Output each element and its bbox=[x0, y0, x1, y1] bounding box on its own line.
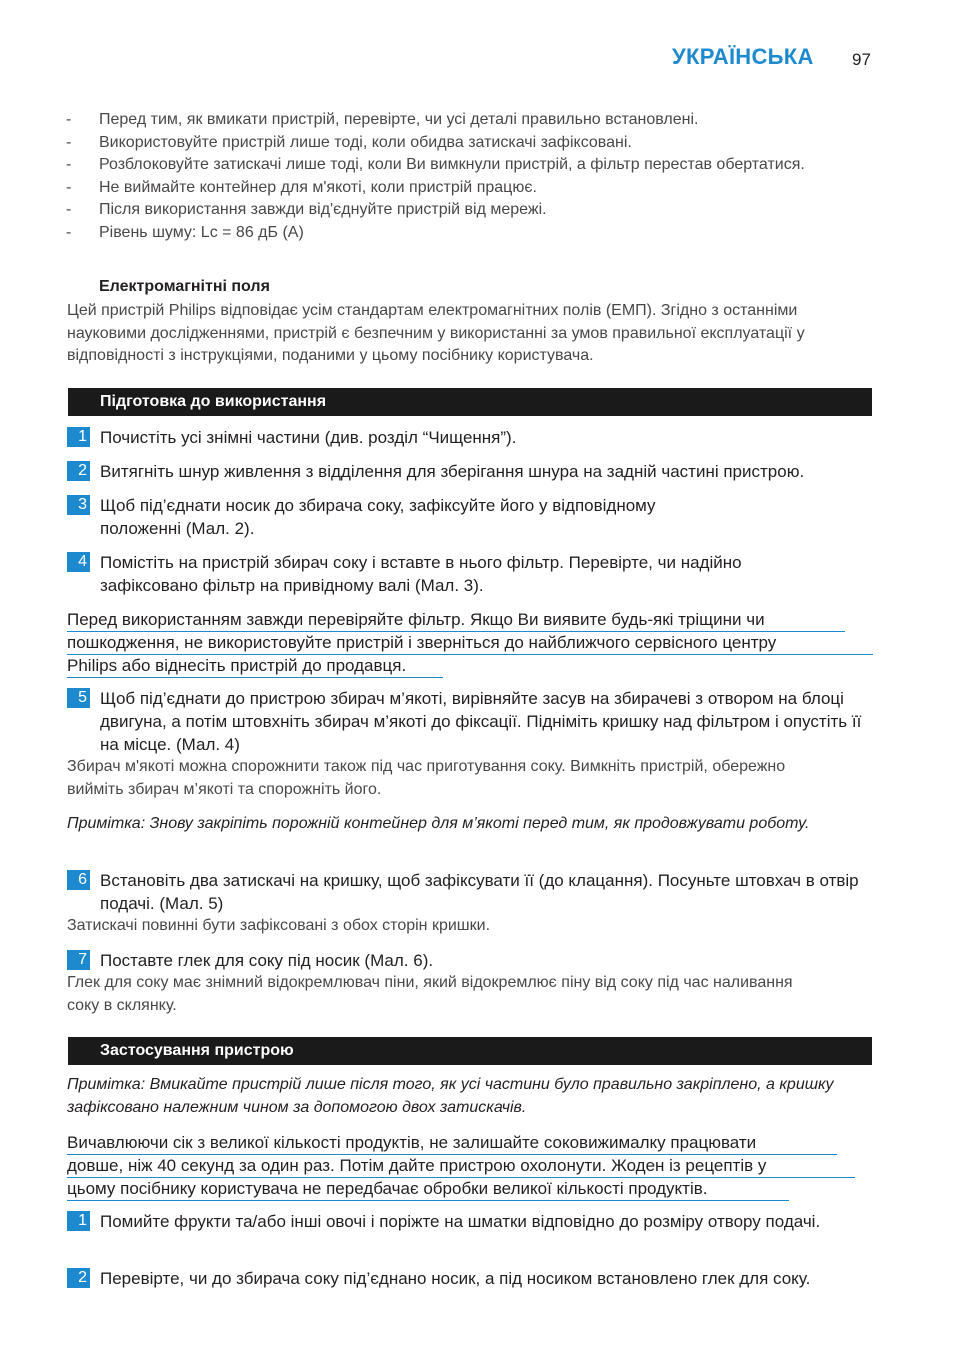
emf-paragraph: Цей пристрій Philips відповідає усім стандартам електромагнітних полів (ЕМП). Згідно з останніми науковими дослідженнями, пристрій є безпечним у використанні за умов правильної експлуатації у відповідності з інструкціями, поданими у цьому посібнику користувача. bbox=[67, 302, 805, 365]
step-text: Поставте глек для соку під носик (Мал. 6). bbox=[100, 951, 434, 970]
step-item bbox=[67, 460, 879, 483]
section-bar-usage bbox=[68, 1037, 872, 1065]
step-number: 2 bbox=[67, 461, 90, 481]
bullet-dash: - bbox=[66, 201, 72, 219]
bullet-text: Не виймайте контейнер для м'якоті, коли пристрій працює. bbox=[99, 178, 537, 196]
step-text: Витягніть шнур живлення з відділення для зберігання шнура на задній частині пристрою. bbox=[100, 462, 805, 481]
step-number: 3 bbox=[67, 495, 90, 515]
step-item bbox=[67, 426, 879, 449]
step-item bbox=[67, 949, 879, 972]
list-item bbox=[66, 132, 866, 155]
warning-line: Philips або віднесіть пристрій до продавця. bbox=[67, 654, 443, 678]
step-number: 1 bbox=[67, 427, 90, 447]
clamps-note: Затискачі повинні бути зафіксовані з обох сторін кришки. bbox=[67, 917, 491, 934]
step-number: 6 bbox=[67, 870, 90, 890]
warning-line: цьому посібнику користувача не передбачає обробки великої кількості продуктів. bbox=[67, 1177, 789, 1201]
page-number: 97 bbox=[852, 50, 871, 69]
step-number: 7 bbox=[67, 950, 90, 970]
bullet-text: Після використання завжди від'єднуйте пристрій від мережі. bbox=[99, 201, 547, 219]
warning-line: пошкодження, не використовуйте пристрій і зверніться до найближчого сервісного центру bbox=[67, 631, 873, 655]
step-item bbox=[67, 1210, 879, 1233]
bullet-dash: - bbox=[66, 111, 72, 128]
step-number: 5 bbox=[67, 688, 90, 708]
section-heading: Застосування пристрою bbox=[100, 1042, 294, 1059]
bullet-dash: - bbox=[66, 178, 72, 196]
note-italic: Примітка: Вмикайте пристрій лише після того, як усі частини було правильно закріплено, а кришку зафіксовано належним чином за допомогою двох затискачів. bbox=[67, 1076, 834, 1116]
note-italic: Примітка: Знову закріпіть порожній контейнер для м’якоті перед тим, як продовжувати роботу. bbox=[67, 815, 810, 832]
jug-note: Глек для соку має знімний відокремлювач піни, який відокремлює піну від соку під час наливання соку в склянку. bbox=[67, 974, 793, 1014]
bullet-text: Рівень шуму: Lc = 86 дБ (A) bbox=[99, 223, 304, 241]
section-bar-preparation bbox=[68, 388, 872, 416]
list-item bbox=[66, 199, 866, 222]
step-text: Помістіть на пристрій збирач соку і вставте в нього фільтр. Перевірте, чи надійно зафіксовано фільтр на привідному валі (Мал. 3). bbox=[100, 553, 742, 595]
step-text: Щоб під’єднати до пристрою збирач м’якоті, вирівняйте засув на збирачеві з отвором на блоці двигуна, а потім штовхніть збирач м’якоті до фіксації. Підніміть кришку над фільтром і опустіть її на місце. (Мал. 4) bbox=[100, 689, 862, 754]
warning-line: довше, ніж 40 секунд за один раз. Потім дайте пристрою охолонути. Жоден із рецептів у bbox=[67, 1154, 855, 1178]
list-item bbox=[66, 177, 866, 200]
safety-bullet-list bbox=[66, 109, 866, 245]
step-item bbox=[67, 687, 879, 756]
emf-heading: Електромагнітні поля bbox=[99, 278, 270, 295]
bullet-dash: - bbox=[66, 133, 72, 151]
step-number: 4 bbox=[67, 552, 90, 572]
step-number: 2 bbox=[67, 1268, 90, 1288]
step-text: Встановіть два затискачі на кришку, щоб зафіксувати її (до клацання). Посуньте штовхач в отвір подачі. (Мал. 5) bbox=[100, 871, 859, 913]
list-item bbox=[66, 109, 866, 132]
step-item bbox=[67, 869, 879, 915]
step-number: 1 bbox=[67, 1211, 90, 1231]
bullet-text: Розблоковуйте затискачі лише тоді, коли Ви вимкнули пристрій, а фільтр перестав обертатися. bbox=[99, 156, 805, 174]
warning-line: Вичавлюючи сік з великої кількості продуктів, не залишайте соковижималку працювати bbox=[67, 1131, 837, 1155]
list-item bbox=[66, 222, 866, 245]
step-text: Щоб під’єднати носик до збирача соку, зафіксуйте його у відповідному положенні (Мал. 2). bbox=[100, 496, 656, 538]
warning-line: Перед використанням завжди перевіряйте фільтр. Якщо Ви виявите будь-які тріщини чи bbox=[67, 608, 845, 632]
bullet-dash: - bbox=[66, 156, 72, 174]
bullet-text: Перед тим, як вмикати пристрій, перевірте, чи усі деталі правильно встановлені. bbox=[99, 111, 699, 128]
language-title: УКРАЇНСЬКА bbox=[672, 44, 814, 69]
step-text: Перевірте, чи до збирача соку під’єднано носик, а під носиком встановлено глек для соку. bbox=[100, 1269, 811, 1288]
bullet-text: Використовуйте пристрій лише тоді, коли обидва затискачі зафіксовані. bbox=[99, 133, 632, 151]
step-item bbox=[67, 551, 879, 597]
step-item bbox=[67, 1267, 879, 1290]
list-item bbox=[66, 154, 866, 177]
pulp-note: Збирач м'якоті можна спорожнити також під час приготування соку. Вимкніть пристрій, обережно вийміть збирач м’якоті та спорожніть його. bbox=[67, 758, 786, 798]
section-heading: Підготовка до використання bbox=[100, 393, 327, 410]
step-item bbox=[67, 494, 879, 540]
step-text: Почистіть усі знімні частини (див. розділ “Чищення”). bbox=[100, 428, 517, 447]
step-text: Помийте фрукти та/або інші овочі і поріжте на шматки відповідно до розміру отвору подачі. bbox=[100, 1212, 821, 1231]
bullet-dash: - bbox=[66, 223, 72, 241]
